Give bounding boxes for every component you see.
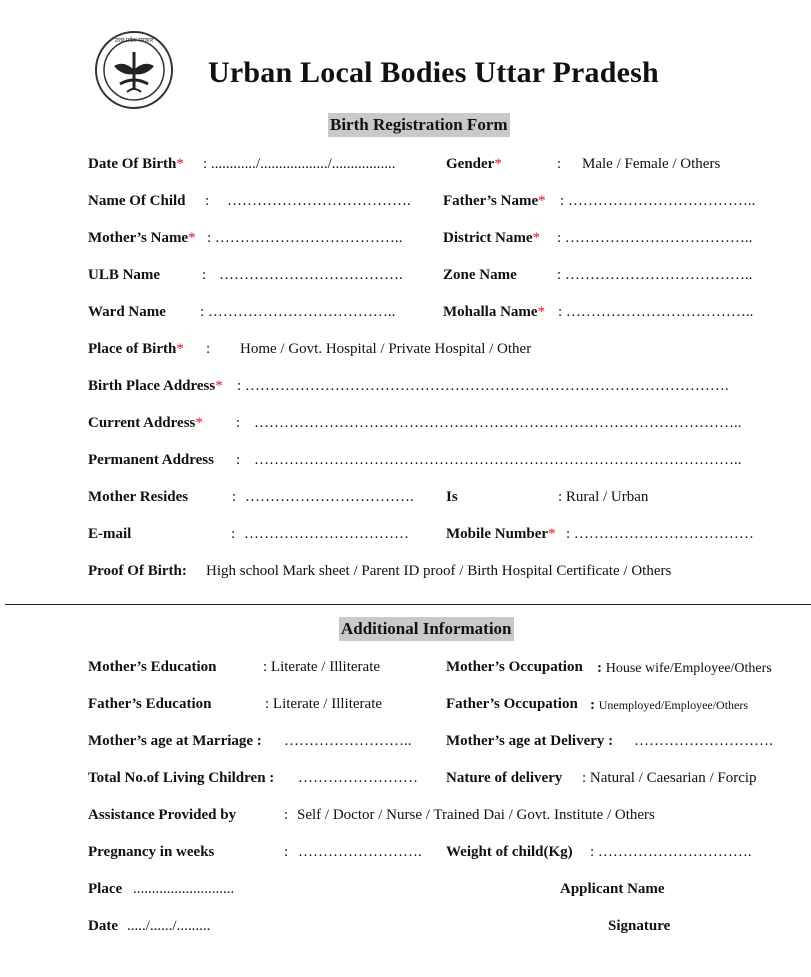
district-name-field[interactable]: : ……………………………….. <box>557 230 753 246</box>
living-children-field[interactable]: …………………… <box>298 770 418 786</box>
mother-resides-label: Mother Resides <box>88 489 189 505</box>
place-of-birth-options[interactable]: Home / Govt. Hospital / Private Hospital / Other <box>240 341 532 357</box>
section-divider <box>5 604 811 605</box>
pregnancy-weeks-colon: : <box>284 844 289 860</box>
place-label: Place <box>88 881 123 897</box>
email-colon: : <box>231 526 236 542</box>
logo-text: उत्तर प्रदेश सरकार <box>114 38 154 44</box>
current-address-field[interactable]: …………………………………………………………………………………….. <box>254 415 742 431</box>
up-government-emblem-logo <box>94 30 174 110</box>
current-address-label: Current Address* <box>88 415 203 431</box>
dob-label: Date Of Birth* <box>88 156 184 172</box>
mother-name-field[interactable]: : ……………………………….. <box>207 230 403 246</box>
mobile-label: Mobile Number* <box>446 526 556 542</box>
mohalla-name-label: Mohalla Name* <box>443 304 546 320</box>
birth-place-address-field[interactable]: : ……………………………………………………………………………………. <box>237 378 729 394</box>
weight-field[interactable]: : …………………………. <box>590 844 752 860</box>
father-occupation-label: Father’s Occupation <box>446 696 578 712</box>
gender-label: Gender* <box>446 156 502 172</box>
date-field[interactable]: ...../....../......... <box>127 918 211 934</box>
is-options[interactable]: : Rural / Urban <box>558 489 649 505</box>
form-title: Birth Registration Form <box>328 113 510 137</box>
mother-occupation-label: Mother’s Occupation <box>446 659 583 675</box>
mother-age-delivery-label: Mother’s age at Delivery : <box>446 733 614 749</box>
father-education-options[interactable]: : Literate / Illiterate <box>265 696 383 712</box>
mother-occupation-options[interactable]: : House wife/Employee/Others <box>597 660 772 676</box>
zone-name-field[interactable]: : ……………………………….. <box>557 267 753 283</box>
proof-options[interactable]: High school Mark sheet / Parent ID proof / Birth Hospital Certificate / Others <box>206 563 672 579</box>
child-name-colon: : <box>205 193 210 209</box>
mother-education-label: Mother’s Education <box>88 659 217 675</box>
additional-info-title: Additional Information <box>339 617 514 641</box>
place-field[interactable]: ........................... <box>133 881 235 897</box>
birth-place-address-label: Birth Place Address* <box>88 378 223 394</box>
mother-name-label: Mother’s Name* <box>88 230 196 246</box>
permanent-address-field[interactable]: …………………………………………………………………………………….. <box>254 452 742 468</box>
ward-name-field[interactable]: : ……………………………….. <box>200 304 396 320</box>
mother-age-marriage-label: Mother’s age at Marriage : <box>88 733 262 749</box>
nature-delivery-options[interactable]: : Natural / Caesarian / Forcip <box>582 770 757 786</box>
child-name-label: Name Of Child <box>88 193 186 209</box>
date-label: Date <box>88 918 118 934</box>
place-of-birth-colon: : <box>206 341 211 357</box>
applicant-name-label: Applicant Name <box>560 881 665 897</box>
assistance-options[interactable]: Self / Doctor / Nurse / Trained Dai / Govt. Institute / Others <box>297 807 655 823</box>
father-occupation-options[interactable]: : Unemployed/Employee/Others <box>590 697 749 713</box>
weight-label: Weight of child(Kg) <box>446 844 573 860</box>
mother-education-options[interactable]: : Literate / Illiterate <box>263 659 381 675</box>
ward-name-label: Ward Name <box>88 304 166 320</box>
district-name-label: District Name* <box>443 230 541 246</box>
living-children-label: Total No.of Living Children : <box>88 770 275 786</box>
father-education-label: Father’s Education <box>88 696 212 712</box>
mother-resides-field[interactable]: ……………………………. <box>245 489 414 505</box>
mother-resides-colon: : <box>232 489 237 505</box>
father-name-field[interactable]: : ……………………………….. <box>560 193 756 209</box>
pregnancy-weeks-field[interactable]: ……………………. <box>298 844 422 860</box>
proof-label: Proof Of Birth: <box>88 563 187 579</box>
email-label: E-mail <box>88 526 132 542</box>
assistance-colon: : <box>284 807 289 823</box>
place-of-birth-label: Place of Birth* <box>88 341 184 357</box>
permanent-address-label: Permanent Address <box>88 452 214 468</box>
zone-name-label: Zone Name <box>443 267 517 283</box>
ulb-name-field[interactable]: ………………………………. <box>219 267 403 283</box>
nature-delivery-label: Nature of delivery <box>446 770 563 786</box>
gender-options[interactable]: Male / Female / Others <box>582 156 721 172</box>
ulb-name-colon: : <box>202 267 207 283</box>
permanent-address-colon: : <box>236 452 241 468</box>
father-name-label: Father’s Name* <box>443 193 546 209</box>
dob-field[interactable]: : ............/................../................. <box>203 156 396 172</box>
is-label: Is <box>446 489 458 505</box>
mobile-field[interactable]: : ……………………………… <box>566 526 754 542</box>
email-field[interactable]: …………………………… <box>244 526 409 542</box>
pregnancy-weeks-label: Pregnancy in weeks <box>88 844 215 860</box>
ulb-name-label: ULB Name <box>88 267 161 283</box>
assistance-label: Assistance Provided by <box>88 807 237 823</box>
mohalla-name-field[interactable]: : ……………………………….. <box>558 304 754 320</box>
child-name-field[interactable]: ………………………………. <box>227 193 411 209</box>
mother-age-marriage-field[interactable]: …………………….. <box>284 733 412 749</box>
gender-colon: : <box>557 156 562 172</box>
page-title: Urban Local Bodies Uttar Pradesh <box>208 56 659 89</box>
signature-label: Signature <box>608 918 671 934</box>
mother-age-delivery-field[interactable]: ………………………. <box>634 733 773 749</box>
current-address-colon: : <box>236 415 241 431</box>
